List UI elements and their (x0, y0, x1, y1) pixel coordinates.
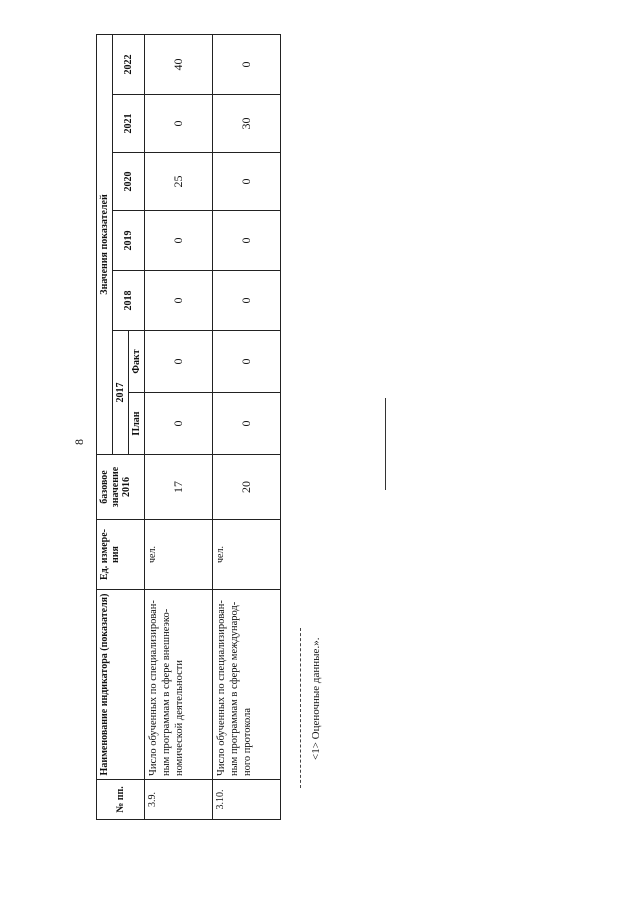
row-num: 3.10. (213, 780, 281, 820)
header-year-2020: 2020 (113, 153, 145, 211)
indicator-table (96, 34, 281, 820)
row-fact: 0 (213, 331, 281, 393)
header-name: Наименование индикатора (показателя) (97, 590, 145, 780)
header-num: № пп. (97, 780, 145, 820)
footnote-text: <1> Оценочные данные.». (310, 637, 322, 760)
header-year-2017: 2017 (113, 331, 129, 455)
row-value-2021: 0 (145, 95, 213, 153)
header-fact: Факт (129, 331, 145, 393)
row-value-2022: 40 (145, 34, 213, 94)
row-plan: 0 (145, 393, 213, 455)
header-unit: Ед. измере- ния (97, 520, 145, 590)
row-base: 17 (145, 455, 213, 520)
row-unit: чел. (213, 520, 281, 590)
row-value-2020: 25 (145, 153, 213, 211)
row-value-2021: 30 (213, 95, 281, 153)
header-values-group: Значения показателей (97, 34, 113, 454)
row-value-2018: 0 (145, 271, 213, 331)
header-year-2021: 2021 (113, 95, 145, 153)
row-name: Число обученных по специализирован- ным программам в сфере внешнеэко- номической деятельности (145, 590, 213, 780)
table-row (145, 34, 213, 819)
row-unit: чел. (145, 520, 213, 590)
page-number: 8 (72, 439, 86, 445)
row-fact: 0 (145, 331, 213, 393)
separator-rule (385, 398, 386, 490)
row-name: Число обученных по специализирован- ным программам в сфере международ- ного протокола (213, 590, 281, 780)
header-year-2018: 2018 (113, 271, 145, 331)
header-base: базовое значение 2016 (97, 455, 145, 520)
row-value-2018: 0 (213, 271, 281, 331)
header-year-2019: 2019 (113, 211, 145, 271)
row-value-2019: 0 (213, 211, 281, 271)
row-plan: 0 (213, 393, 281, 455)
row-value-2019: 0 (145, 211, 213, 271)
row-base: 20 (213, 455, 281, 520)
header-year-2022: 2022 (113, 34, 145, 94)
row-num: 3.9. (145, 780, 213, 820)
row-value-2020: 0 (213, 153, 281, 211)
table-row (213, 34, 281, 819)
indicator-table-wrapper (96, 35, 281, 820)
header-plan: План (129, 393, 145, 455)
footnote-divider (300, 628, 302, 788)
row-value-2022: 0 (213, 34, 281, 94)
